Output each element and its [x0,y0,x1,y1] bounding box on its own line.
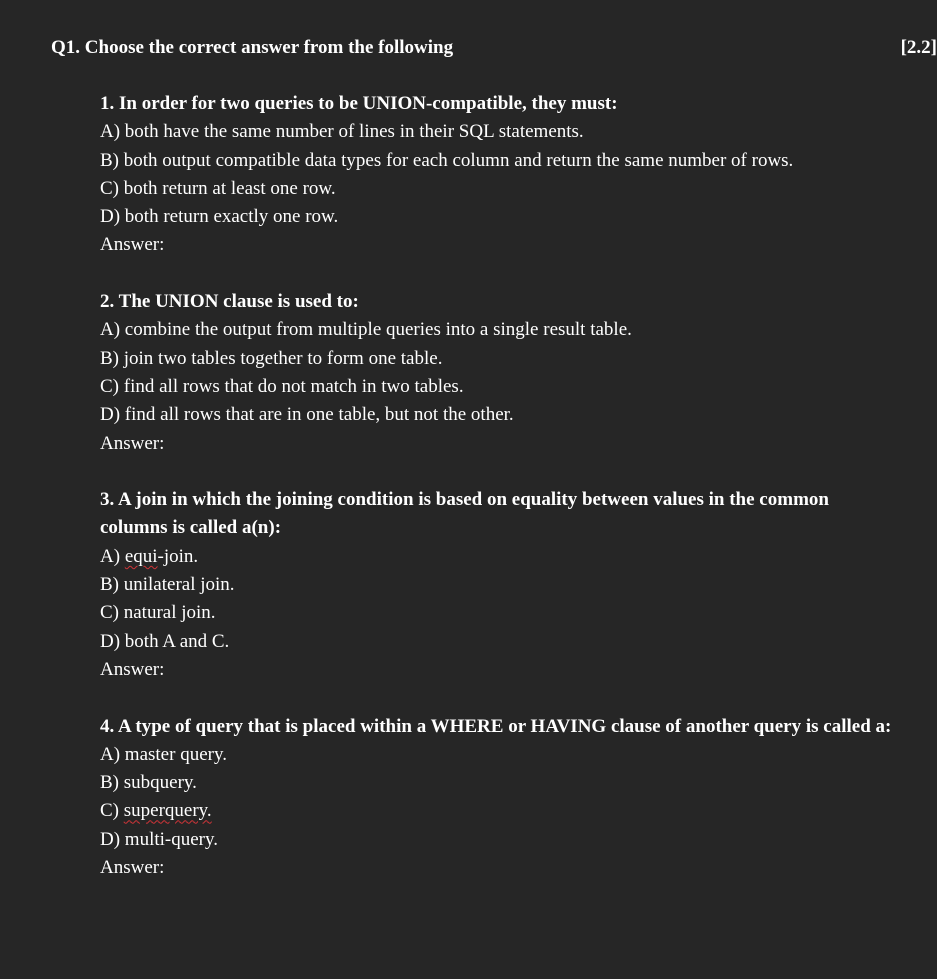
option-a: A) both have the same number of lines in their SQL statements. [100,121,584,143]
option-a: A) equi-join. [100,545,199,567]
option-b: B) subquery. [100,772,197,794]
option-a: A) combine the output from multiple queries into a single result table. [100,319,632,341]
question-4 [100,713,900,883]
option-a: A) master query. [100,743,227,765]
question-list [100,90,900,911]
option-c: C) both return at least one row. [100,177,336,199]
option-d: D) find all rows that are in one table, but not the other. [100,404,514,426]
option-c: C) superquery. [100,800,212,822]
question-text: 3. A join in which the joining condition is based on equality between values in the common columns is called a(n): [100,489,829,539]
option-c: C) natural join. [100,602,216,624]
page-title: Q1. Choose the correct answer from the following [51,37,454,58]
question-text: 4. A type of query that is placed within a WHERE or HAVING clause of another query is called a: [100,715,892,737]
marks-label: [2.2] [900,37,937,58]
answer-label[interactable]: Answer: [100,432,165,454]
option-b: B) unilateral join. [100,574,235,596]
option-d: D) both A and C. [100,630,230,652]
spelling-flag: equi [124,545,158,567]
option-c: C) find all rows that do not match in two tables. [100,375,464,397]
answer-label[interactable]: Answer: [100,234,165,256]
answer-label[interactable]: Answer: [100,857,165,879]
option-b: B) both output compatible data types for each column and return the same number of rows. [100,149,794,171]
answer-label[interactable]: Answer: [100,658,165,680]
question-2 [100,288,900,458]
question-1 [100,90,900,260]
document-header [51,35,937,61]
question-text: 2. The UNION clause is used to: [100,291,359,313]
option-b: B) join two tables together to form one table. [100,347,443,369]
option-d: D) multi-query. [100,828,219,850]
option-d: D) both return exactly one row. [100,206,339,228]
question-3 [100,486,900,684]
spelling-flag: superquery. [123,800,212,822]
question-text: 1. In order for two queries to be UNION-compatible, they must: [100,93,618,114]
